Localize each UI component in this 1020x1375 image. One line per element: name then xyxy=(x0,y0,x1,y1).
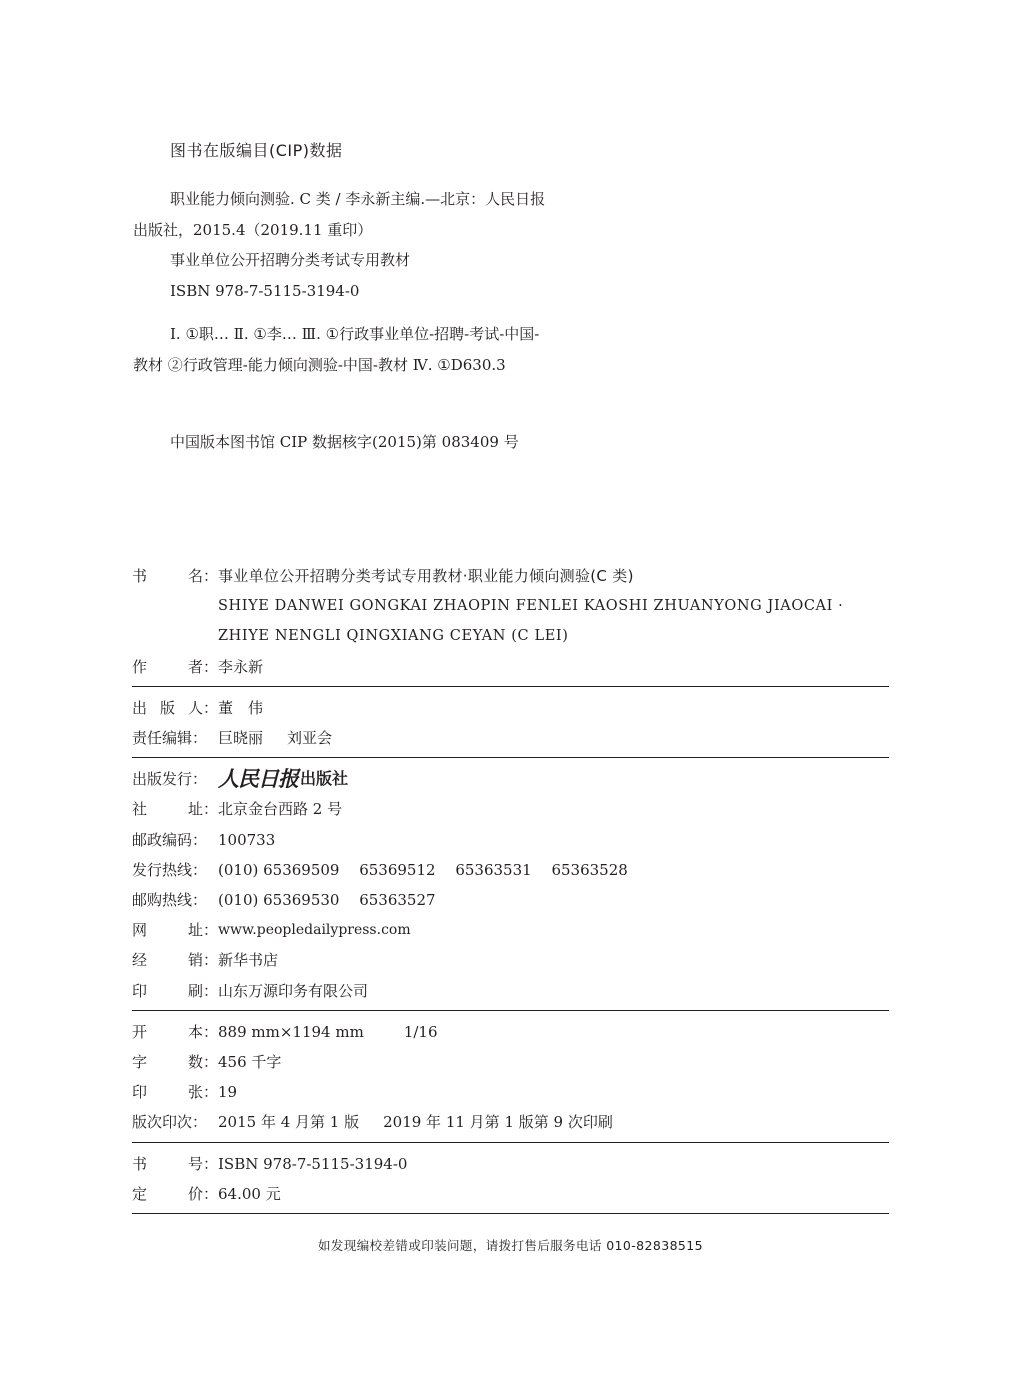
label-postcode: 邮政编码： xyxy=(132,830,208,849)
label-printed-sheets: 印 张： xyxy=(132,1083,218,1102)
label-website: 网 址： xyxy=(132,921,218,940)
editor-name-1: 巨晓丽 xyxy=(218,729,264,748)
isbn-number: ISBN 978-7-5115-3194-0 xyxy=(218,1154,408,1173)
cip-heading: 图书在版编目(CIP)数据 xyxy=(170,141,343,160)
row-edition xyxy=(132,1107,889,1137)
label-edition: 版次印次： xyxy=(132,1113,208,1132)
edition-reprint: 2019 年 11 月第 1 版第 9 次印刷 xyxy=(383,1113,613,1132)
colophon-section-isbn xyxy=(132,1142,889,1213)
row-sales-hotline xyxy=(132,855,889,885)
postcode: 100733 xyxy=(218,830,276,849)
book-title-pinyin: SHIYE DANWEI GONGKAI ZHAOPIN FENLEI KAOSHI ZHUANYONG JIAOCAI · ZHIYE NENGLI QINGXIANG CEYAN (C LEI) xyxy=(218,598,844,645)
row-book-title-pinyin xyxy=(132,591,889,651)
editor-name-2: 刘亚会 xyxy=(287,729,333,748)
website-url: www.peopledailypress.com xyxy=(218,922,411,939)
cip-record-block xyxy=(133,427,553,458)
publisher-person: 董 伟 xyxy=(218,698,264,717)
book-title: 事业单位公开招聘分类考试专用教材·职业能力倾向测验(C 类) xyxy=(218,567,634,585)
label-format: 开 本： xyxy=(132,1022,218,1041)
label-author: 作 者： xyxy=(132,657,218,676)
price: 64.00 元 xyxy=(218,1184,281,1203)
cip-description-block xyxy=(133,184,553,306)
row-format xyxy=(132,1017,889,1047)
mail-order-hotline: (010) 65369530 65363527 xyxy=(218,891,436,910)
label-book-title: 书 名： xyxy=(132,567,218,585)
edition xyxy=(218,1107,889,1137)
label-publisher-person: 出 版 人： xyxy=(132,698,218,717)
row-postcode xyxy=(132,825,889,855)
row-printed-sheets xyxy=(132,1077,889,1107)
word-count: 456 千字 xyxy=(218,1053,282,1072)
label-editor: 责任编辑： xyxy=(132,729,208,748)
row-word-count xyxy=(132,1047,889,1077)
label-mail-order-hotline: 邮购热线： xyxy=(132,891,208,910)
cip-description: 职业能力倾向测验. C 类 / 李永新主编.—北京：人民日报出版社，2015.4（2019.11 重印） xyxy=(133,190,546,239)
row-publisher-person xyxy=(132,693,889,723)
row-website xyxy=(132,915,889,945)
issuer xyxy=(218,764,889,794)
row-author xyxy=(132,652,889,682)
label-issuer: 出版发行： xyxy=(132,770,208,789)
label-printer: 印 刷： xyxy=(132,981,218,1000)
row-dealer xyxy=(132,945,889,975)
row-price xyxy=(132,1179,889,1209)
colophon-table xyxy=(132,561,889,1214)
colophon-section-publisher xyxy=(132,757,889,1010)
printed-sheets: 19 xyxy=(218,1083,238,1102)
author-name: 李永新 xyxy=(218,657,264,676)
address: 北京金台西路 2 号 xyxy=(218,800,343,819)
row-isbn xyxy=(132,1149,889,1179)
cip-classification-block xyxy=(133,319,553,380)
row-address xyxy=(132,794,889,824)
colophon-section-title xyxy=(132,561,889,686)
cip-classification: Ⅰ. ①职… Ⅱ. ①李… Ⅲ. ①行政事业单位-招聘-考试-中国-教材 ②行政管理-能力倾向测验-中国-教材 Ⅳ. ①D630.3 xyxy=(133,325,540,374)
row-mail-order-hotline xyxy=(132,885,889,915)
row-book-title xyxy=(132,561,889,591)
sales-hotline: (010) 65369509 65369512 65363531 65363528 xyxy=(218,860,628,879)
colophon-section-specs xyxy=(132,1010,889,1142)
label-word-count: 字 数： xyxy=(132,1053,218,1072)
format-fold: 1/16 xyxy=(403,1022,438,1041)
after-sales-notice: 如发现编校差错或印装问题，请拨打售后服务电话 010-82838515 xyxy=(318,1238,703,1253)
edition-first: 2015 年 4 月第 1 版 xyxy=(218,1113,360,1132)
printer: 山东万源印务有限公司 xyxy=(218,981,369,1000)
publisher-logo: 人民日报 xyxy=(218,766,298,792)
colophon-bottom-rule xyxy=(132,1213,889,1214)
label-isbn: 书 号： xyxy=(132,1154,218,1173)
cip-isbn: ISBN 978-7-5115-3194-0 xyxy=(170,281,360,300)
label-sales-hotline: 发行热线： xyxy=(132,860,208,879)
row-editor xyxy=(132,723,889,753)
row-printer xyxy=(132,976,889,1006)
publisher-logo-suffix: 出版社 xyxy=(300,769,349,789)
label-dealer: 经 销： xyxy=(132,951,218,970)
format-size: 889 mm×1194 mm xyxy=(218,1022,364,1041)
cip-record-number: 中国版本图书馆 CIP 数据核字(2015)第 083409 号 xyxy=(170,433,519,451)
format xyxy=(218,1017,889,1047)
editor-names xyxy=(218,723,889,753)
cip-series: 事业单位公开招聘分类考试专用教材 xyxy=(170,251,411,269)
label-price: 定 价： xyxy=(132,1184,218,1203)
colophon-section-people xyxy=(132,686,889,757)
label-address: 社 址： xyxy=(132,800,218,819)
dealer: 新华书店 xyxy=(218,951,279,970)
row-issuer xyxy=(132,764,889,794)
